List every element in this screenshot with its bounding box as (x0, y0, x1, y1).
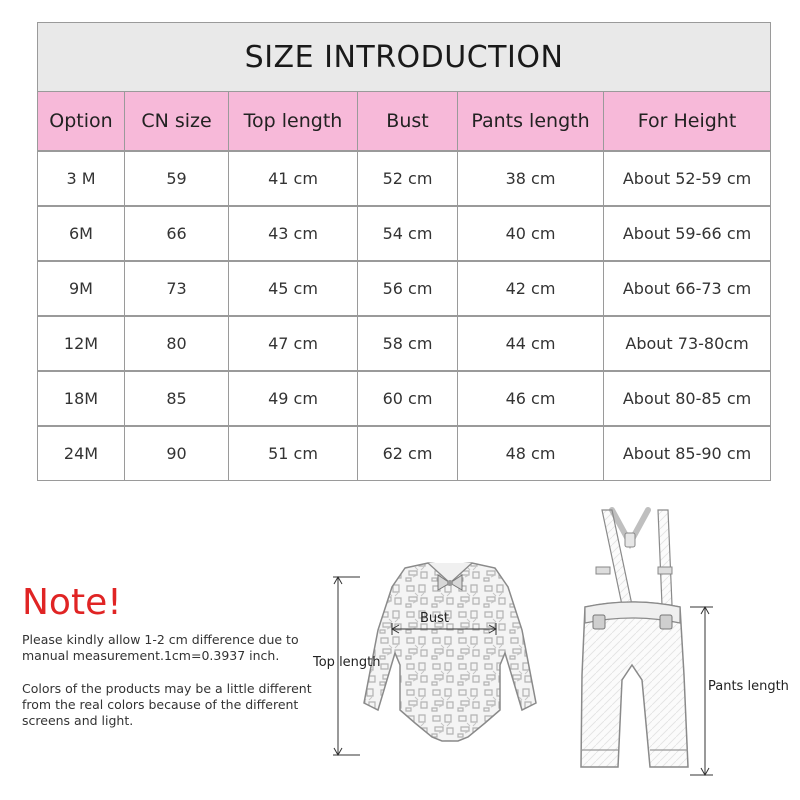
table-cell: 24M (38, 426, 125, 481)
top-length-label: Top length (313, 655, 381, 670)
table-cell: 54 cm (358, 206, 458, 261)
header-cell: Top length (229, 92, 358, 151)
table-cell: 42 cm (458, 261, 604, 316)
bodysuit-drawing (364, 563, 536, 741)
table-cell: 66 (125, 206, 229, 261)
table-row (38, 151, 771, 206)
note-color-text: Colors of the products may be a little different from the real colors because of the different screens and light. (22, 681, 312, 728)
table-cell: 52 cm (358, 151, 458, 206)
table-title: SIZE INTRODUCTION (38, 23, 771, 92)
table-cell: 18M (38, 371, 125, 426)
header-cell: Option (38, 92, 125, 151)
table-cell: 48 cm (458, 426, 604, 481)
garment-illustration (300, 505, 800, 800)
table-cell: About 85-90 cm (604, 426, 771, 481)
table-cell: 41 cm (229, 151, 358, 206)
table-cell: 38 cm (458, 151, 604, 206)
pants-drawing (581, 510, 688, 767)
header-cell: Bust (358, 92, 458, 151)
table-cell: 73 (125, 261, 229, 316)
table-cell: 46 cm (458, 371, 604, 426)
table-cell: 59 (125, 151, 229, 206)
table-cell: 56 cm (358, 261, 458, 316)
table-row (38, 371, 771, 426)
header-cell: CN size (125, 92, 229, 151)
header-cell: For Height (604, 92, 771, 151)
table-cell: 44 cm (458, 316, 604, 371)
bust-label: Bust (420, 611, 450, 626)
table-cell: 45 cm (229, 261, 358, 316)
note-measurement-text: Please kindly allow 1-2 cm difference due to manual measurement.1cm=0.3937 inch. (22, 632, 299, 663)
table-row (38, 206, 771, 261)
table-cell: About 80-85 cm (604, 371, 771, 426)
table-cell: 6M (38, 206, 125, 261)
table-cell: 85 (125, 371, 229, 426)
table-cell: 90 (125, 426, 229, 481)
note-title: Note! (22, 582, 122, 623)
table-cell: About 59-66 cm (604, 206, 771, 261)
table-cell: About 52-59 cm (604, 151, 771, 206)
table-cell: 49 cm (229, 371, 358, 426)
table-cell: 47 cm (229, 316, 358, 371)
table-cell: About 66-73 cm (604, 261, 771, 316)
table-row (38, 261, 771, 316)
table-row (38, 426, 771, 481)
size-table (37, 22, 771, 481)
header-cell: Pants length (458, 92, 604, 151)
table-cell: 51 cm (229, 426, 358, 481)
table-cell: About 73-80cm (604, 316, 771, 371)
pants-length-label: Pants length (708, 679, 789, 694)
table-cell: 12M (38, 316, 125, 371)
table-cell: 62 cm (358, 426, 458, 481)
table-cell: 58 cm (358, 316, 458, 371)
table-cell: 43 cm (229, 206, 358, 261)
table-cell: 40 cm (458, 206, 604, 261)
header-row (38, 92, 771, 151)
table-cell: 60 cm (358, 371, 458, 426)
table-cell: 9M (38, 261, 125, 316)
table-cell: 3 M (38, 151, 125, 206)
table-row (38, 316, 771, 371)
table-cell: 80 (125, 316, 229, 371)
